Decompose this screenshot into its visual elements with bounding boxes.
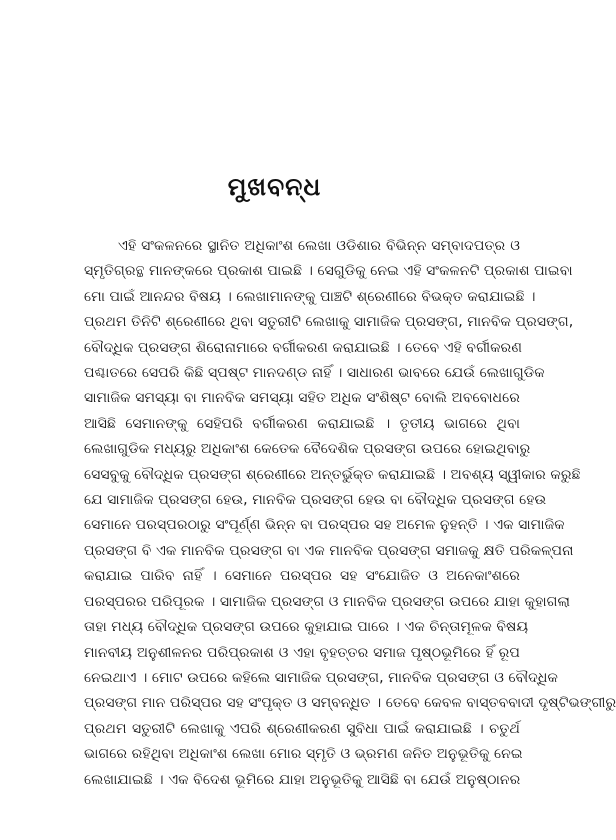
text-line: ବୌଦ୍ଧିକ ପ୍ରସଙ୍ଗ ଶିରୋନାମାରେ ବର୍ଗୀକରଣ କରାଯାଇଛି । ତେବେ ଏହି ବର୍ଗୀକରଣ (84, 339, 523, 356)
text-line: ସେସବୁକୁ ବୌଦ୍ଧିକ ପ୍ରସଙ୍ଗ ଶ୍ରେଣୀରେ ଅନ୍ତର୍ଭୁକ୍ତ କରାଯାଇଛି । ଅବଶ୍ୟ ସ୍ୱୀକାର କରୁଛି (84, 466, 581, 483)
text-line: ସାମାଜିକ ସମସ୍ୟା ବା ମାନବିକ ସମସ୍ୟା ସହିତ ଅଧିକ ସଂଶିଷ୍ଟ ବୋଲି ଅବବୋଧରେ (84, 390, 520, 407)
text-line: ଯେ ସାମାଜିକ ପ୍ରସଙ୍ଗ ହେଉ, ମାନବିକ ପ୍ରସଙ୍ଗ ହେଉ ବା ବୌଦ୍ଧିକ ପ୍ରସଙ୍ଗ ହେଉ (84, 492, 547, 509)
text-line: ପଶ୍ଚାତରେ ସେପରି କିଛି ସ୍ପଷ୍ଟ ମାନଦଣ୍ଡ ନାହିଁ । ସାଧାରଣ ଭାବରେ ଯେଉଁ ଲେଖାଗୁଡିକ (84, 365, 545, 382)
text-line: ଆସିଛି ସେମାନଙ୍କୁ ସେହିପରି ବର୍ଗୀକରଣ କରାଯାଇଛି । ତୃତୀୟ ଭାଗରେ ଥିବା (84, 415, 520, 432)
text-line: ସ୍ମୃତିଗ୍ରନ୍ଥ ମାନଙ୍କରେ ପ୍ରକାଶ ପାଇଛି । ସେଗୁଡିକୁ ନେଇ ଏହି ସଂକଳନଟି ପ୍ରକାଶ ପାଇବା (84, 263, 573, 280)
text-line: କରାଯାଇ ପାରିବ ନାହିଁ । ସେମାନେ ପରସ୍ପର ସହ ସଂଯୋଜିତ ଓ ଅନେକାଂଶରେ (84, 568, 520, 585)
text-line: ମୋ ପାଇଁ ଆନନ୍ଦର ବିଷୟ । ଲେଖାମାନଙ୍କୁ ପାଞ୍ଚଟି ଶ୍ରେଣୀରେ ବିଭକ୍ତ କରାଯାଇଛି । (84, 288, 536, 305)
text-line: ପ୍ରଥମ ତିନିଟି ଶ୍ରେଣୀରେ ଥିବା ସତୁରୀଟି ଲେଖାକୁ ସାମାଜିକ ପ୍ରସଙ୍ଗ, ମାନବିକ ପ୍ରସଙ୍ଗ, (84, 314, 574, 331)
text-line: ପରସ୍ପରର ପରିପୂରକ । ସାମାଜିକ ପ୍ରସଙ୍ଗ ଓ ମାନବିକ ପ୍ରସଙ୍ଗ ଉପରେ ଯାହା କୁହାଗଲା (84, 593, 571, 610)
text-line: ପ୍ରସଙ୍ଗ ମାନ ପରିସ୍ପର ସହ ସଂପୃକ୍ତ ଓ ସମ୍ବନ୍ଧିତ । ତେବେ କେବଳ ବାସ୍ତବବାଦୀ ଦୃଷ୍ଟିଭଙ୍ଗୀରୁ (84, 695, 616, 712)
text-line: ସେମାନେ ପରସ୍ପରଠାରୁ ସଂପୂର୍ଣ୍ଣ ଭିନ୍ନ ବା ପରସ୍ପର ସହ ଅମେଳ ନୁହନ୍ତି । ଏକ ସାମାଜିକ (84, 517, 565, 534)
text-line: ପ୍ରସଙ୍ଗ ବି ଏକ ମାନବିକ ପ୍ରସଙ୍ଗ ବା ଏକ ମାନବିକ ପ୍ରସଙ୍ଗ ସମାଜକୁ କ୍ଷତି ପରିକଳ୍ପନା (84, 542, 574, 559)
text-line: ମାନବୀୟ ଅନୁଶୀଳନର ପରିପ୍ରକାଶ ଓ ଏହା ବୃହତ୍ତର ସମାଜ ପୃଷ୍ଠଭୂମିରେ ହିଁ ରୂପ (84, 644, 520, 661)
text-line: ଏହି ସଂକଳନରେ ସ୍ଥାନିତ ଅଧିକାଂଶ ଲେଖା ଓଡିଶାର ବିଭିନ୍ନ ସମ୍ବାଦପତ୍ର ଓ (118, 238, 520, 254)
text-line: ଭାଗରେ ରହିଥିବା ଅଧିକାଂଶ ଲେଖା ମୋର ସ୍ମୃତି ଓ ଭ୍ରମଣ ଜନିତ ଅନୁଭୂତିକୁ ନେଇ (84, 746, 523, 763)
page-title: ମୁଖବନ୍ଧ (227, 172, 322, 201)
text-line: ନେଇଥାଏ । ମୋଟ ଉପରେ କହିଲେ ସାମାଜିକ ପ୍ରସଙ୍ଗ, ମାନବିକ ପ୍ରସଙ୍ଗ ଓ ବୌଦ୍ଧିକ (84, 669, 558, 686)
text-line: ତାହା ମଧ୍ୟ ବୌଦ୍ଧିକ ପ୍ରସଙ୍ଗ ଉପରେ କୁହାଯାଇ ପାରେ । ଏକ ଚିନ୍ତାମୂଳକ ବିଷୟ (84, 619, 529, 636)
text-line: ଲେଖାଯାଇଛି । ଏକ ବିଦେଶ ଭୂମିରେ ଯାହା ଅନୁଭୂତିକୁ ଆସିଛି ବା ଯେଉଁ ଅନୁଷ୍ଠାନର (84, 771, 521, 788)
text-line: ଲେଖାଗୁଡିକ ମଧ୍ୟରୁ ଅଧିକାଂଶ କେତେକ ବୈଦେଶିକ ପ୍ରସଙ୍ଗ ଉପରେ ହୋଇଥିବାରୁ (84, 441, 531, 458)
preface-paragraph (84, 234, 616, 793)
text-line: ପ୍ରଥମ ସତୁରୀଟି ଲେଖାକୁ ଏପରି ଶ୍ରେଣୀକରଣ ସୁବିଧା ପାଇଁ କରାଯାଇଛି । ଚତୁର୍ଥ (84, 720, 520, 737)
